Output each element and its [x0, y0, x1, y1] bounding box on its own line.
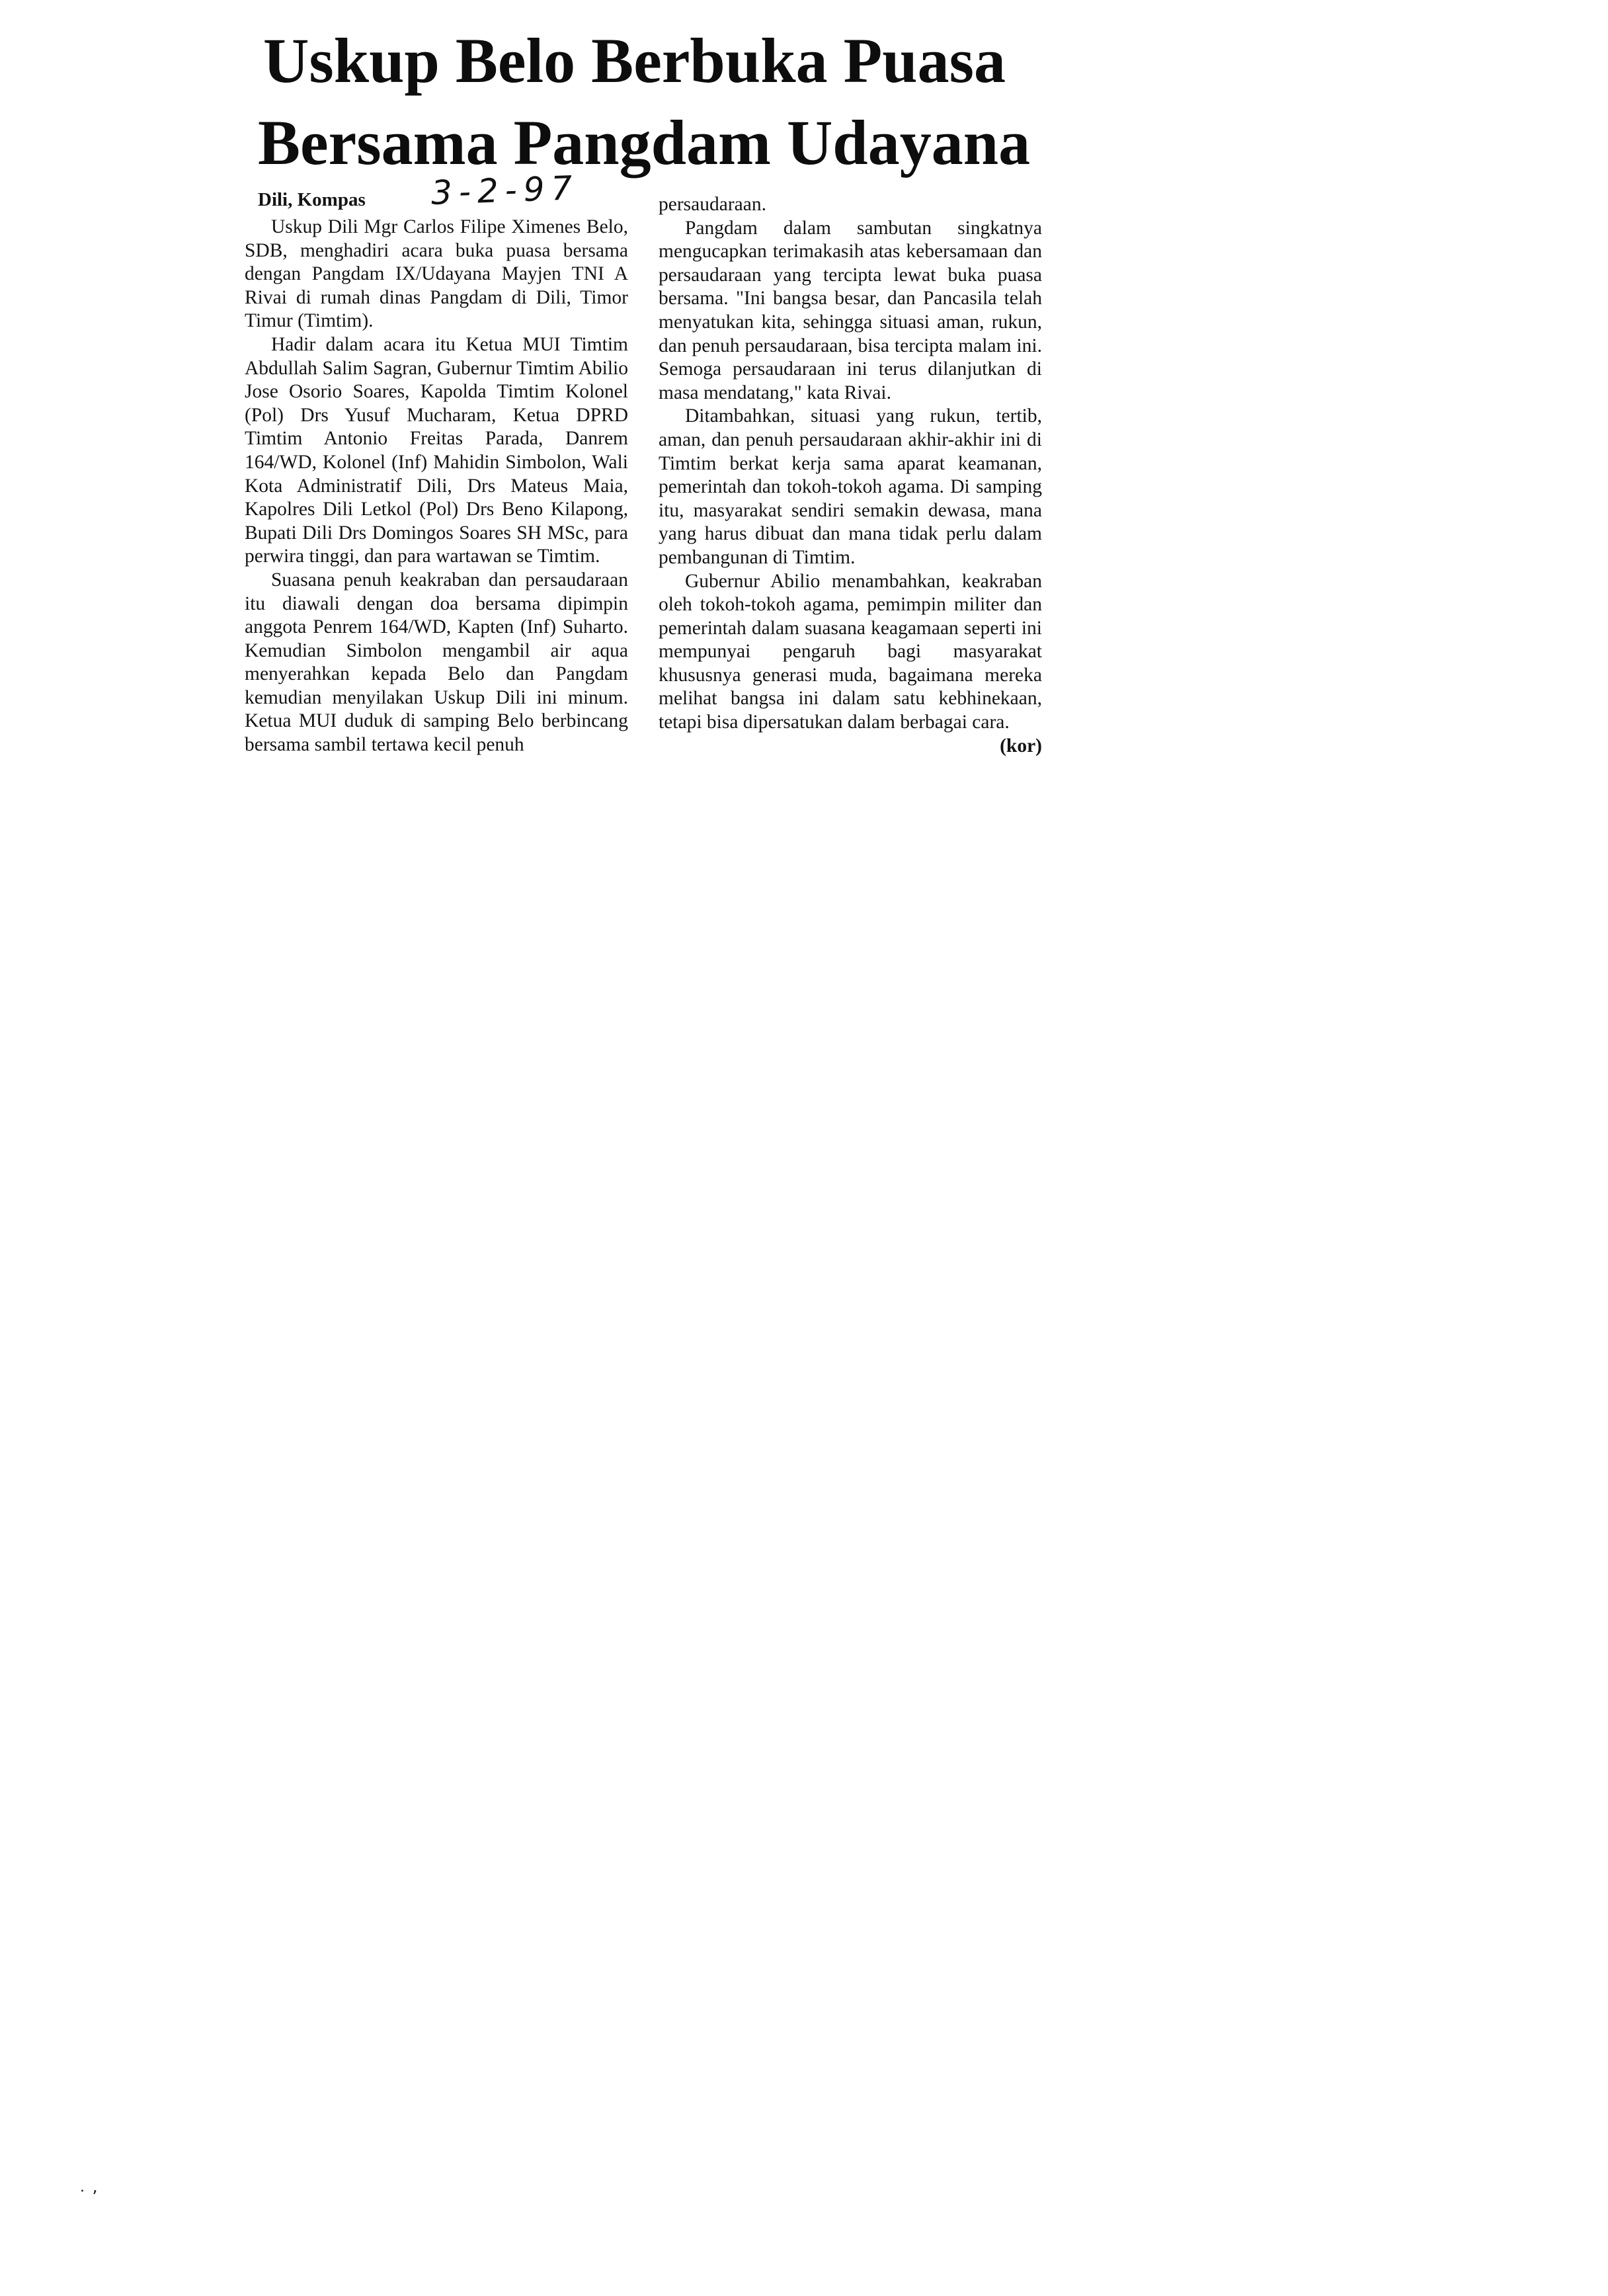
margin-mark: ˙ ’	[78, 2188, 98, 2207]
handwritten-date: 3-2-97	[430, 169, 580, 212]
paragraph: Ditambahkan, situasi yang rukun, tertib, aman, dan penuh persaudaraan akhir-akhir ini di Timtim berkat kerja sama aparat keamanan, pemerintah dan tokoh-tokoh agama. Di samping itu, masyarakat sendiri semakin dewasa, mana yang harus dibuat dan mana tidak perlu dalam pembangunan di Timtim.	[659, 405, 1042, 568]
paragraph: Gubernur Abilio menambahkan, keakraban oleh tokoh-tokoh agama, pemimpin militer dan pemerintah dalam suasana keagamaan seperti ini mempunyai pengaruh bagi masyarakat khususnya generasi muda, bagaimana mereka melihat bangsa ini dalam satu kebhinekaan, tetapi bisa dipersatukan dalam berbagai cara.	[659, 570, 1042, 733]
dateline-row	[258, 171, 628, 217]
headline-line-1: Uskup Belo Berbuka Puasa	[263, 25, 1006, 96]
news-clipping	[238, 20, 1058, 932]
paragraph-continuation: persaudaraan.	[659, 194, 766, 215]
headline	[238, 20, 1058, 184]
paragraph: Hadir dalam acara itu Ketua MUI Timtim Abdullah Salim Sagran, Gubernur Timtim Abilio Jose Osorio Soares, Kapolda Timtim Kolonel (Pol) Drs Yusuf Mucharam, Ketua DPRD Timtim Antonio Freitas Parada, Danrem 164/WD, Kolonel (Inf) Mahidin Simbolon, Wali Kota Administratif Dili, Drs Mateus Maia, Kapolres Dili Letkol (Pol) Drs Beno Kilapong, Bupati Dili Drs Domingos Soares SH MSc, para perwira tinggi, dan para wartawan se Timtim.	[245, 333, 628, 567]
paragraph: Pangdam dalam sambutan singkatnya mengucapkan terimakasih atas kebersamaan dan persaudaraan yang tercipta lewat buka puasa bersama. "Ini bangsa besar, dan Pancasila telah menyatukan kita, sehingga situasi aman, rukun, dan penuh persaudaraan, bisa tercipta malam ini. Semoga persaudaraan ini terus dilanjutkan di masa mendatang," kata Rivai.	[659, 217, 1042, 403]
column-left	[245, 216, 628, 757]
headline-line-2: Bersama Pangdam Udayana	[258, 107, 1031, 178]
column-right	[659, 193, 1042, 758]
author-signoff: (kor)	[1000, 735, 1042, 757]
paragraph: Suasana penuh keakraban dan persaudaraan itu diawali dengan doa bersama dipimpin anggota Penrem 164/WD, Kapten (Inf) Suharto. Kemudian Simbolon mengambil air aqua menyerahkan kepada Belo dan Pangdam kemudian menyilakan Uskup Dili ini minum. Ketua MUI duduk di samping Belo berbincang bersama sambil tertawa kecil penuh	[245, 569, 628, 756]
dateline: Dili, Kompas	[258, 189, 366, 210]
paragraph: Uskup Dili Mgr Carlos Filipe Ximenes Belo, SDB, menghadiri acara buka puasa bersama dengan Pangdam IX/Udayana Mayjen TNI A Rivai di rumah dinas Pangdam di Dili, Timor Timur (Timtim).	[245, 216, 628, 332]
